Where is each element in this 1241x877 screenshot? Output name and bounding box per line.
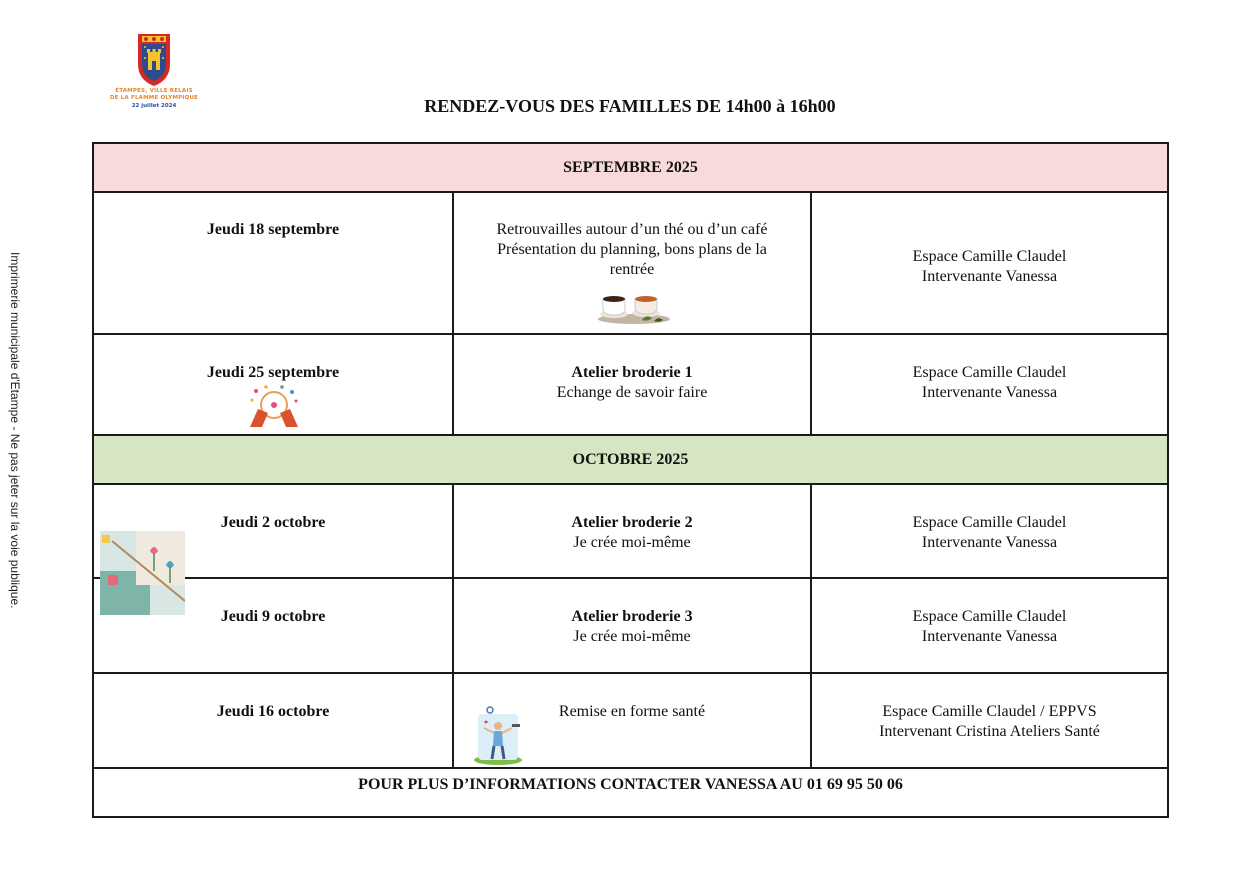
event-host: Intervenante Vanessa: [921, 268, 1058, 285]
table-row: [93, 334, 1168, 435]
contact-footer: POUR PLUS D’INFORMATIONS CONTACTER VANESSA AU 01 69 95 50 06: [93, 768, 1168, 817]
logo-line-2: DE LA FLAMME OLYMPIQUE: [109, 95, 199, 101]
event-date-cell: [93, 192, 453, 334]
event-place: Espace Camille Claudel: [912, 364, 1067, 381]
event-host: Intervenante Vanessa: [921, 384, 1058, 401]
event-place: Espace Camille Claudel / EPPVS: [882, 703, 1097, 720]
event-activity-cell: [453, 192, 811, 334]
logo-date: 22 juillet 2024: [131, 103, 177, 109]
activity-title: Atelier broderie 2: [571, 514, 693, 531]
event-date-cell: [93, 334, 453, 435]
event-date: Jeudi 16 octobre: [216, 703, 330, 720]
etampes-logo: [104, 32, 204, 110]
event-date-cell: [93, 484, 453, 578]
event-activity-cell: [453, 673, 811, 768]
embroidery-hands-icon: [246, 383, 302, 427]
table-row: [93, 578, 1168, 673]
event-location-cell: [811, 578, 1168, 673]
side-note: Imprimerie municipale d'Etampe - Ne pas jeter sur la voie publique.: [8, 252, 22, 609]
event-place: Espace Camille Claudel: [912, 248, 1067, 265]
table-row: [93, 673, 1168, 768]
event-date-cell: [93, 673, 453, 768]
activity-line: rentrée: [609, 261, 655, 278]
logo-line-1: ÉTAMPES, VILLE RELAIS: [115, 88, 193, 94]
event-date: Jeudi 2 octobre: [220, 514, 326, 531]
event-host: Intervenante Vanessa: [921, 628, 1058, 645]
event-date: Jeudi 25 septembre: [206, 364, 340, 381]
event-activity-cell: [453, 334, 811, 435]
event-location-cell: [811, 334, 1168, 435]
event-place: Espace Camille Claudel: [912, 608, 1067, 625]
tea-coffee-cups-icon: [594, 287, 674, 327]
month-header-october: OCTOBRE 2025: [93, 435, 1168, 484]
event-location-cell: [811, 673, 1168, 768]
event-date-cell: [93, 578, 453, 673]
activity-description: Echange de savoir faire: [556, 384, 708, 401]
event-host: Intervenant Cristina Ateliers Santé: [879, 723, 1100, 740]
page-title: RENDEZ-VOUS DES FAMILLES DE 14h00 à 16h00: [424, 96, 836, 116]
activity-title: Atelier broderie 1: [571, 364, 693, 381]
event-host: Intervenante Vanessa: [921, 534, 1058, 551]
coat-of-arms-icon: [134, 32, 174, 88]
table-row: [93, 484, 1168, 578]
event-location-cell: [811, 484, 1168, 578]
event-location-cell: [811, 192, 1168, 334]
fitness-person-icon: [470, 704, 528, 766]
event-activity-cell: [453, 578, 811, 673]
schedule-table: [92, 142, 1169, 818]
event-place: Espace Camille Claudel: [912, 514, 1067, 531]
activity-title: Atelier broderie 3: [571, 608, 693, 625]
activity-description: Remise en forme santé: [558, 703, 706, 720]
activity-description: Je crée moi-même: [573, 534, 691, 551]
month-row-october: [93, 435, 1168, 484]
month-row-september: [93, 143, 1168, 192]
activity-line: Présentation du planning, bons plans de la: [497, 241, 767, 258]
event-date: Jeudi 18 septembre: [206, 221, 340, 238]
activity-line: Retrouvailles autour d’un thé ou d’un café: [496, 221, 768, 238]
event-date: Jeudi 9 octobre: [220, 608, 326, 625]
activity-description: Je crée moi-même: [573, 628, 691, 645]
table-row: [93, 192, 1168, 334]
month-header-september: SEPTEMBRE 2025: [93, 143, 1168, 192]
event-activity-cell: [453, 484, 811, 578]
footer-row: [93, 768, 1168, 817]
